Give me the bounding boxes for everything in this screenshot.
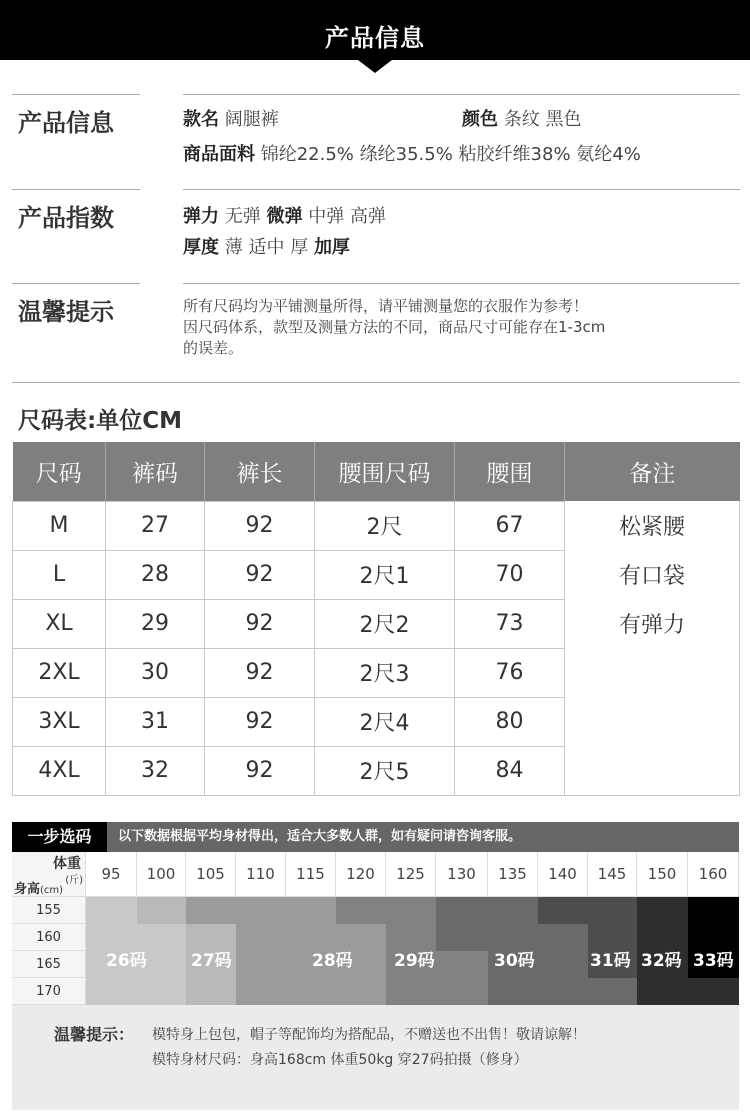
cell: 30 xyxy=(106,648,205,697)
color-value: 条纹 黑色 xyxy=(503,109,582,130)
fit-size-label: 31码 xyxy=(590,951,631,971)
weight-header-cell: 125 xyxy=(386,852,436,897)
size-table-header xyxy=(13,442,740,501)
model-tip-line: 模特身材尺码：身高168cm 体重50kg 穿27码拍摄（修身） xyxy=(152,1052,528,1068)
cell: M xyxy=(13,501,106,550)
fit-chart-corner xyxy=(12,852,86,897)
fit-chart-title: 一步选码 xyxy=(12,822,107,852)
cell: 92 xyxy=(205,599,315,648)
cell: 2尺 xyxy=(315,501,455,550)
weight-header-cell: 120 xyxy=(336,852,386,897)
height-row-cell: 170 xyxy=(12,978,86,1005)
thick-opt-selected: 加厚 xyxy=(313,237,350,258)
height-row-cell: 155 xyxy=(12,897,86,924)
section-label-index: 产品指数 xyxy=(18,204,114,232)
header-banner xyxy=(0,0,750,60)
cell: 28 xyxy=(106,550,205,599)
fabric-value: 锦纶22.5% 绦纶35.5% 粘胶纤维38% 氨纶4% xyxy=(260,144,641,165)
weight-header-cell: 105 xyxy=(186,852,236,897)
elastic-opt: 无弹 xyxy=(224,206,261,227)
model-tip-line: 模特身上包包，帽子等配饰均为搭配品，不赠送也不出售！敬请谅解！ xyxy=(152,1027,586,1043)
weight-header-cell: 160 xyxy=(688,852,739,897)
cell: 27 xyxy=(106,501,205,550)
cell: L xyxy=(13,550,106,599)
weight-header-cell: 150 xyxy=(637,852,688,897)
color-info xyxy=(462,105,581,131)
tip-line: 因尺码体系，款型及测量方法的不同，商品尺寸可能存在1-3cm xyxy=(183,318,606,336)
cell: 70 xyxy=(455,550,565,599)
weight-header-cell: 130 xyxy=(436,852,488,897)
fit-zone xyxy=(538,897,588,924)
thick-key: 厚度 xyxy=(183,237,219,258)
col-header: 备注 xyxy=(565,442,740,501)
cell: XL xyxy=(13,599,106,648)
fabric-key: 商品面料 xyxy=(183,144,255,165)
fit-size-label: 28码 xyxy=(312,951,353,971)
cell xyxy=(565,648,740,697)
cell: 67 xyxy=(455,501,565,550)
cell: 92 xyxy=(205,550,315,599)
elastic-row xyxy=(183,202,386,228)
col-header: 裤码 xyxy=(106,442,205,501)
cell: 32 xyxy=(106,746,205,795)
elastic-opt: 高弹 xyxy=(349,206,386,227)
cell: 2尺1 xyxy=(315,550,455,599)
style-name xyxy=(183,105,279,131)
style-value: 阔腿裤 xyxy=(224,109,279,130)
size-table xyxy=(12,442,740,796)
model-tips-title: 温馨提示： xyxy=(54,1025,135,1044)
fit-zone xyxy=(336,897,386,924)
height-row-cell: 160 xyxy=(12,924,86,951)
section-label-info: 产品信息 xyxy=(18,109,114,137)
divider xyxy=(183,189,740,190)
fit-zone xyxy=(137,897,186,924)
table-row xyxy=(13,501,740,550)
banner-arrow-icon xyxy=(358,60,392,73)
fit-size-label: 29码 xyxy=(394,951,435,971)
weight-header-cell: 115 xyxy=(286,852,336,897)
table-row xyxy=(13,599,740,648)
elastic-opt-selected: 微弹 xyxy=(266,206,303,227)
tip-line: 的误差。 xyxy=(183,339,244,357)
weight-header-cell: 100 xyxy=(137,852,186,897)
fit-zone xyxy=(186,897,236,924)
banner-title: 产品信息 xyxy=(325,24,425,52)
col-header: 尺码 xyxy=(13,442,106,501)
cell: 2尺5 xyxy=(315,746,455,795)
weight-axis-label: 体重 xyxy=(53,856,81,872)
cell: 4XL xyxy=(13,746,106,795)
divider xyxy=(12,94,140,95)
color-key: 颜色 xyxy=(462,109,498,130)
cell: 2尺2 xyxy=(315,599,455,648)
weight-header-cell: 145 xyxy=(588,852,637,897)
cell: 76 xyxy=(455,648,565,697)
cell: 92 xyxy=(205,648,315,697)
height-row-cell: 165 xyxy=(12,951,86,978)
divider xyxy=(12,189,140,190)
fit-size-label: 30码 xyxy=(494,951,535,971)
cell: 2尺3 xyxy=(315,648,455,697)
weight-header-cell: 135 xyxy=(488,852,538,897)
size-table-heading: 尺码表:单位CM xyxy=(18,408,182,434)
thick-opt: 适中 xyxy=(248,237,285,258)
col-header: 腰围 xyxy=(455,442,565,501)
model-tips-panel xyxy=(12,1005,739,1110)
fit-size-label: 26码 xyxy=(106,951,147,971)
thick-opt: 厚 xyxy=(290,237,309,258)
elastic-key: 弹力 xyxy=(183,206,219,227)
cell xyxy=(565,746,740,795)
section-label-tips: 温馨提示 xyxy=(18,298,114,326)
fabric-info xyxy=(183,140,641,166)
table-row xyxy=(13,550,740,599)
cell: 92 xyxy=(205,697,315,746)
thickness-row xyxy=(183,233,350,259)
cell: 2XL xyxy=(13,648,106,697)
weight-axis-unit: (斤) xyxy=(65,875,83,886)
col-header: 腰围尺码 xyxy=(315,442,455,501)
table-row xyxy=(13,746,740,795)
cell: 有口袋 xyxy=(565,550,740,599)
cell: 松紧腰 xyxy=(565,501,740,550)
weight-header-cell: 95 xyxy=(86,852,137,897)
table-row xyxy=(13,697,740,746)
cell: 92 xyxy=(205,501,315,550)
fit-chart-bar xyxy=(12,822,739,852)
col-header: 裤长 xyxy=(205,442,315,501)
cell: 2尺4 xyxy=(315,697,455,746)
cell: 73 xyxy=(455,599,565,648)
height-axis-label: 身高(cm) xyxy=(14,882,64,897)
cell: 3XL xyxy=(13,697,106,746)
divider xyxy=(12,382,740,383)
cell: 80 xyxy=(455,697,565,746)
fit-chart-desc: 以下数据根据平均身材得出，适合大多数人群，如有疑问请咨询客服。 xyxy=(118,829,522,844)
thick-opt: 薄 xyxy=(224,237,243,258)
fit-zone xyxy=(688,978,739,1005)
cell: 92 xyxy=(205,746,315,795)
divider xyxy=(12,283,140,284)
style-key: 款名 xyxy=(183,109,219,130)
table-row xyxy=(13,648,740,697)
fit-zone xyxy=(538,924,588,1005)
cell xyxy=(565,697,740,746)
cell: 29 xyxy=(106,599,205,648)
fit-zone xyxy=(588,978,637,1005)
fit-zone xyxy=(436,951,488,1005)
weight-header-cell: 110 xyxy=(236,852,286,897)
elastic-opt: 中弹 xyxy=(308,206,345,227)
cell: 有弹力 xyxy=(565,599,740,648)
weight-header-cell: 140 xyxy=(538,852,588,897)
cell: 31 xyxy=(106,697,205,746)
divider xyxy=(183,283,740,284)
fit-size-label: 32码 xyxy=(641,951,682,971)
divider xyxy=(183,94,740,95)
cell: 84 xyxy=(455,746,565,795)
tip-line: 所有尺码均为平铺测量所得，请平铺测量您的衣服作为参考！ xyxy=(183,297,589,315)
fit-size-label: 33码 xyxy=(693,951,734,971)
fit-zone xyxy=(436,897,488,951)
fit-size-label: 27码 xyxy=(191,951,232,971)
